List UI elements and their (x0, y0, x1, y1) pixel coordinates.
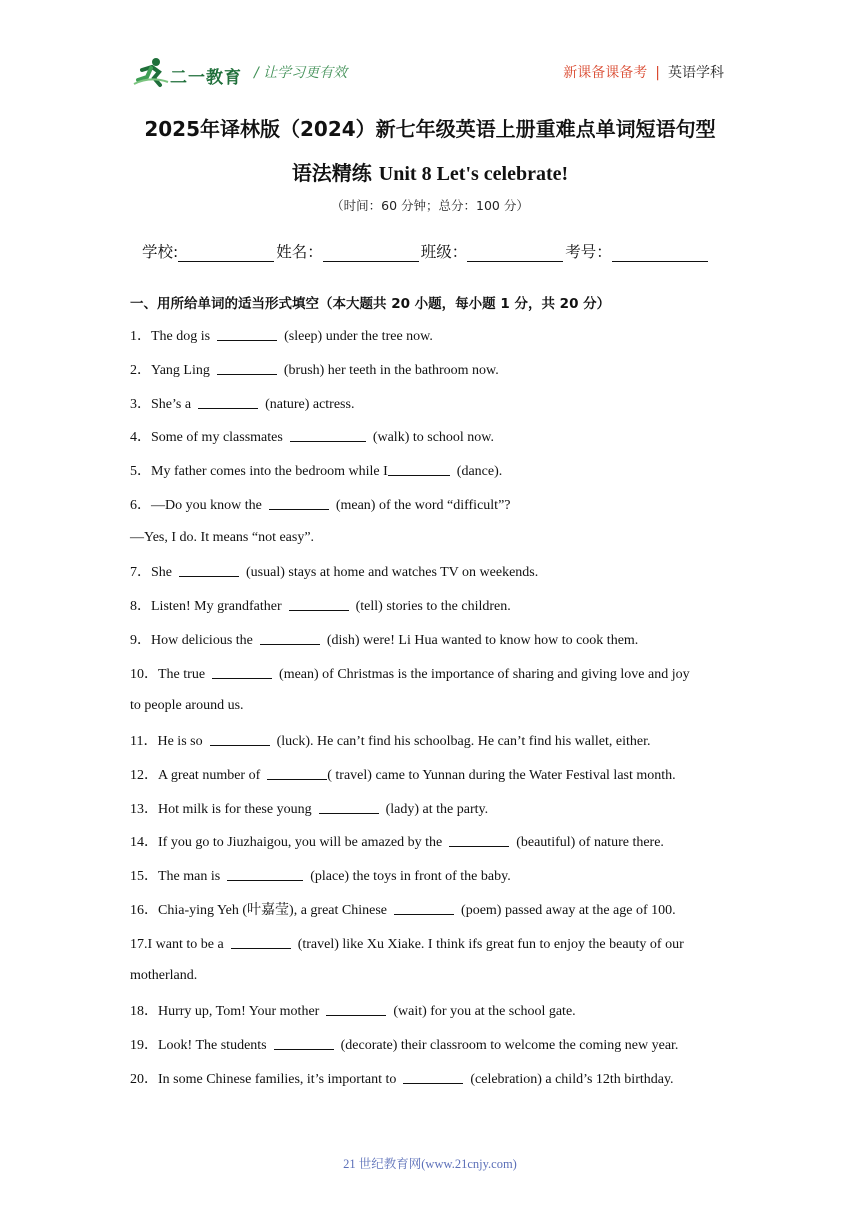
question-text-before: Hot milk is for these young (158, 801, 319, 817)
question-number: 5． (130, 464, 151, 479)
school-blank[interactable] (178, 244, 274, 262)
answer-blank[interactable] (210, 730, 270, 746)
question-text-after: (dish) were! Li Hua wanted to know how to cook them. (319, 632, 639, 648)
question-number: 4． (130, 430, 151, 446)
question-text-before: The man is (158, 869, 228, 884)
question-text-after: (wait) for you at the school gate. (386, 1004, 576, 1019)
question-number: 8． (130, 599, 151, 614)
question-text-before: —Do you know the (151, 497, 269, 513)
question-item (130, 595, 511, 617)
question-text-before: Hurry up, Tom! Your mother (158, 1004, 327, 1019)
answer-blank[interactable] (260, 629, 320, 645)
question-number: 10． (130, 666, 158, 682)
header-separator: | (655, 65, 660, 81)
question-item (130, 460, 502, 482)
logo-text: 二一教育 (170, 68, 242, 88)
answer-blank[interactable] (388, 460, 450, 476)
question-item (130, 325, 433, 347)
document-title: 2025年译林版（2024）新七年级英语上册重难点单词短语句型 (144, 117, 716, 141)
class-blank[interactable] (467, 244, 563, 262)
name-blank[interactable] (323, 244, 419, 262)
question-item (130, 865, 511, 887)
question-item (130, 494, 511, 516)
question-item (130, 359, 499, 381)
question-number: 6． (130, 497, 151, 513)
question-number: 19． (130, 1037, 158, 1053)
question-text-before: A great number of (158, 767, 268, 783)
question-text-before: If you go to Jiuzhaigou, you will be amazed by the (158, 835, 450, 851)
question-item (130, 831, 664, 853)
question-text-after: (tell) stories to the children. (348, 599, 511, 614)
header-subject: 英语学科 (668, 65, 724, 81)
question-text-before: In some Chinese families, it’s important to (158, 1071, 404, 1087)
footer-source: 21 世纪教育网(www.21cnjy.com) (343, 1157, 517, 1171)
answer-blank[interactable] (217, 359, 277, 375)
header-right (563, 62, 724, 82)
question-text-before: Some of my classmates (151, 430, 290, 446)
answer-blank[interactable] (227, 865, 303, 881)
answer-blank[interactable] (198, 393, 258, 409)
answer-blank[interactable] (449, 831, 509, 847)
answer-blank[interactable] (403, 1068, 463, 1084)
question-number: 15． (130, 869, 158, 884)
question-continuation (130, 528, 314, 548)
question-number: 1． (130, 329, 151, 344)
question-item (130, 629, 638, 651)
answer-blank[interactable] (274, 1034, 334, 1050)
question-text-after: (luck). He can’t find his schoolbag. He can’t find his wallet, either. (269, 734, 651, 749)
question-text-after: ( travel) came to Yunnan during the Water Festival last month. (327, 767, 676, 783)
question-item (130, 933, 684, 955)
time-score-note: （时间：60 分钟；总分：100 分） (331, 198, 529, 213)
question-number: 18． (130, 1004, 158, 1019)
question-number: 7． (130, 565, 151, 581)
answer-blank[interactable] (289, 595, 349, 611)
question-item (130, 764, 676, 786)
school-label: 学校: (142, 243, 179, 261)
question-text-after: (mean) of Christmas is the importance of sharing and giving love and joy (272, 666, 690, 682)
question-text-before: She (151, 565, 179, 581)
question-text-before: He is so (157, 734, 210, 749)
exam-number-blank[interactable] (612, 244, 708, 262)
question-text-after: (travel) like Xu Xiake. I think ifs great fun to enjoy the beauty of our (290, 936, 684, 952)
section-heading: 一、用所给单词的适当形式填空（本大题共 20 小题，每小题 1 分，共 20 分） (130, 296, 611, 312)
answer-blank[interactable] (212, 663, 272, 679)
question-text-before: —Yes, I do. It means “not easy”. (130, 529, 315, 545)
question-text-after: (sleep) under the tree now. (277, 329, 433, 344)
question-text-after: (place) the toys in front of the baby. (303, 869, 511, 884)
runner-logo-icon (132, 56, 170, 88)
answer-blank[interactable] (217, 325, 277, 341)
question-item (130, 730, 651, 752)
question-text-after: (beautiful) of nature there. (509, 835, 664, 851)
question-text-before: My father comes into the bedroom while I (151, 464, 388, 479)
exam-number-label: 考号： (565, 243, 612, 261)
page-header (0, 0, 860, 100)
question-number: 9． (130, 632, 151, 648)
question-text-before: motherland. (130, 968, 198, 984)
question-text-before: The true (158, 666, 213, 682)
question-text-after: (decorate) their classroom to welcome the coming new year. (333, 1037, 679, 1053)
question-item (130, 426, 494, 448)
class-label: 班级： (420, 243, 468, 261)
answer-blank[interactable] (267, 764, 327, 780)
brand-logo (132, 56, 242, 90)
question-item (130, 1068, 674, 1090)
title-line2-chinese: 语法精练 (291, 161, 379, 185)
question-text-after: (nature) actress. (258, 396, 355, 412)
question-number: 11． (130, 734, 158, 749)
answer-blank[interactable] (319, 798, 379, 814)
question-continuation (130, 966, 197, 986)
answer-blank[interactable] (326, 1000, 386, 1016)
question-text-after: (usual) stays at home and watches TV on weekends. (239, 565, 539, 581)
question-number: 20． (130, 1071, 158, 1087)
question-text-before: How delicious the (151, 632, 260, 648)
question-item (130, 393, 354, 415)
question-text-before: to people around us. (130, 698, 244, 714)
question-continuation (130, 696, 244, 716)
document-title-line2 (0, 157, 860, 186)
question-item (130, 1034, 678, 1056)
question-text-before: Yang Ling (151, 362, 217, 378)
question-text-after: (brush) her teeth in the bathroom now. (276, 362, 499, 378)
question-number: 13． (130, 801, 158, 817)
question-item (130, 1000, 576, 1022)
question-text-after: (lady) at the party. (378, 801, 489, 817)
answer-blank[interactable] (394, 899, 454, 915)
question-number: 14． (130, 835, 158, 851)
slogan: / 让学习更有效 (254, 65, 348, 81)
question-text-after: (mean) of the word “difficult”? (328, 497, 511, 513)
question-item (130, 663, 690, 685)
question-text-after: (dance). (449, 464, 503, 479)
question-text-before: The dog is (151, 329, 218, 344)
question-text-before: I want to be a (147, 936, 231, 952)
question-number: 12． (130, 767, 158, 783)
answer-blank[interactable] (231, 933, 291, 949)
answer-blank[interactable] (269, 494, 329, 510)
question-number: 2． (130, 362, 151, 378)
question-text-after: (walk) to school now. (365, 430, 494, 446)
answer-blank[interactable] (179, 561, 239, 577)
question-item (130, 899, 676, 921)
question-item (130, 561, 538, 583)
question-text-before: She’s a (151, 396, 199, 412)
name-label: 姓名： (276, 243, 323, 261)
question-text-after: (poem) passed away at the age of 100. (454, 902, 676, 918)
title-line2-english: Unit 8 Let's celebrate! (378, 163, 569, 185)
question-number: 16． (130, 902, 158, 918)
question-text-after: (celebration) a child’s 12th birthday. (463, 1071, 674, 1087)
answer-blank[interactable] (290, 426, 366, 442)
question-number: 3． (130, 396, 151, 412)
student-info-row (142, 240, 710, 262)
header-category: 新课备课备考 (563, 65, 648, 81)
question-number: 17. (130, 936, 148, 952)
question-item (130, 798, 488, 820)
question-text-before: Listen! My grandfather (151, 599, 289, 614)
question-text-before: Look! The students (158, 1037, 274, 1053)
question-text-before: Chia-ying Yeh (叶嘉莹), a great Chinese (158, 902, 395, 918)
